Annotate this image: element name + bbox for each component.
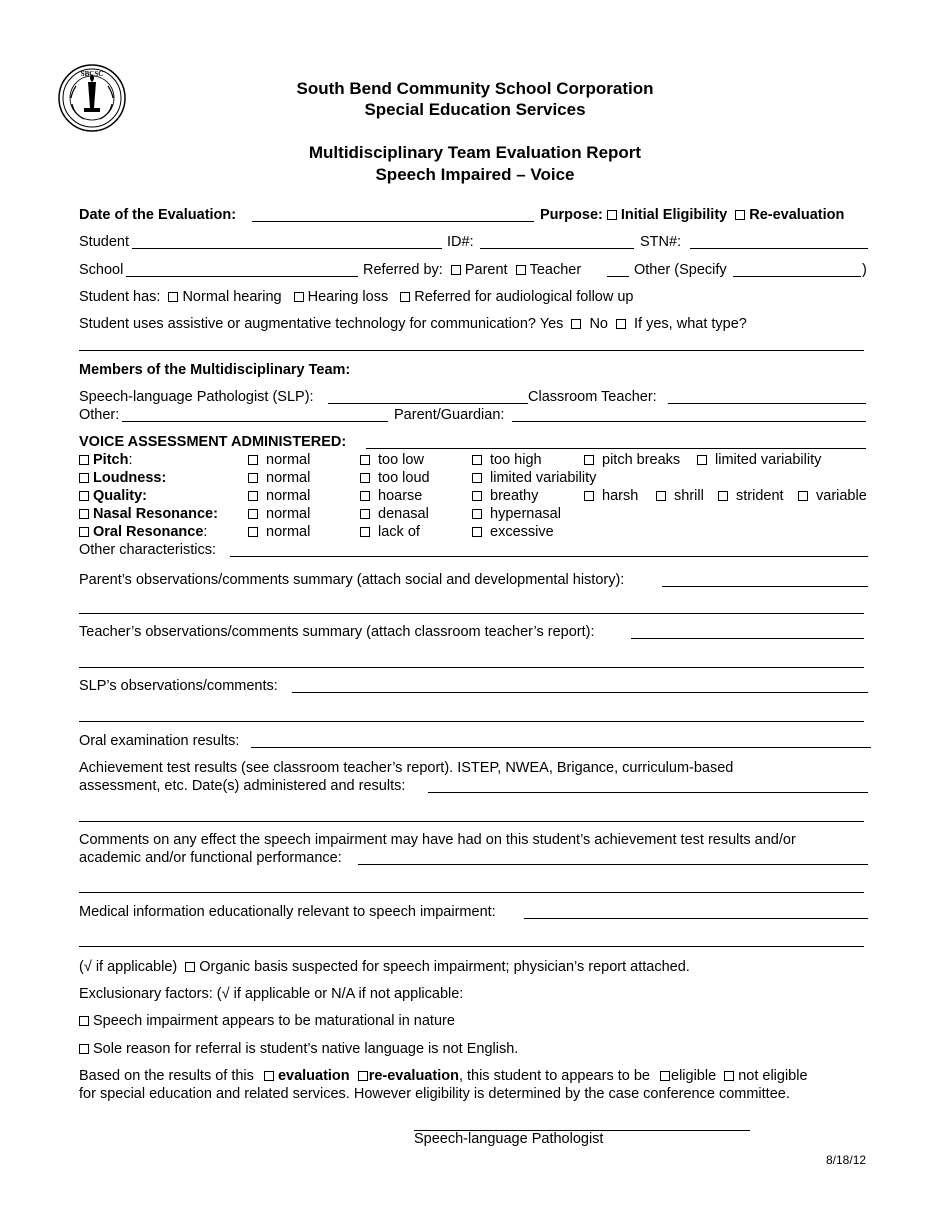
date-field[interactable]: [252, 221, 534, 222]
voice-option: [584, 452, 680, 469]
comments-label-2: academic and/or functional performance:: [79, 850, 342, 866]
other-close-paren: ): [862, 262, 867, 278]
stn-label: STN#:: [640, 234, 682, 250]
evaluation-checkbox[interactable]: [264, 1071, 274, 1081]
voice-option-label: breathy: [490, 488, 539, 504]
medical-info-label: Medical information educationally relevant to speech impairment:: [79, 904, 496, 920]
re-evaluation-checkbox[interactable]: [358, 1071, 368, 1081]
achievement-label-2: assessment, etc. Date(s) administered and results:: [79, 778, 406, 794]
school-field[interactable]: [126, 276, 358, 277]
team-heading: Members of the Multidisciplinary Team:: [79, 362, 351, 378]
eligible-label: eligible: [671, 1068, 717, 1084]
student-name-field[interactable]: [132, 248, 442, 249]
revision-date: 8/18/12: [826, 1153, 867, 1167]
voice-option-label: normal: [266, 506, 311, 522]
stn-field[interactable]: [690, 248, 868, 249]
voice-option-label: limited variability: [490, 470, 597, 486]
voice-category-label: Pitch: [93, 452, 129, 468]
parent-guardian-field[interactable]: [512, 421, 866, 422]
organic-label: Organic basis suspected for speech impairment; physician’s report attached.: [199, 959, 690, 975]
voice-category-label: Nasal Resonance:: [93, 506, 218, 522]
voice-option-label: excessive: [490, 524, 554, 540]
slp-observations-label: SLP’s observations/comments:: [79, 678, 278, 694]
comments-field[interactable]: [358, 864, 868, 865]
voice-option-checkbox[interactable]: [584, 491, 594, 501]
classroom-teacher-label: Classroom Teacher:: [528, 389, 657, 405]
voice-option: [472, 524, 554, 541]
assistive-type-field[interactable]: [79, 350, 864, 351]
audiological-label: Referred for audiological follow up: [414, 289, 634, 305]
voice-option-label: too low: [378, 452, 424, 468]
slp-observations-field[interactable]: [292, 692, 868, 693]
voice-category-checkbox[interactable]: [79, 527, 89, 537]
normal-hearing-checkbox[interactable]: [168, 292, 178, 302]
voice-option-label: harsh: [602, 488, 639, 504]
voice-category-label: Loudness:: [93, 470, 167, 486]
organic-checkbox[interactable]: [185, 962, 195, 972]
assistive-row: [79, 316, 747, 333]
voice-option-checkbox[interactable]: [584, 455, 594, 465]
voice-option-label: normal: [266, 452, 311, 468]
exclusionary-label: Exclusionary factors: (√ if applicable or N/A if not applicable:: [79, 986, 464, 1002]
teacher-observations-field[interactable]: [631, 638, 864, 639]
voice-option-checkbox[interactable]: [248, 491, 258, 501]
achievement-field[interactable]: [428, 792, 868, 793]
voice-option-label: variable: [816, 488, 867, 504]
voice-option: [360, 470, 430, 487]
voice-row-1: [79, 470, 166, 487]
department-name: Special Education Services: [364, 100, 586, 119]
audiological-checkbox[interactable]: [400, 292, 410, 302]
seal-text: SBCSC: [80, 70, 104, 78]
purpose-text: Purpose:: [540, 207, 603, 223]
other-member-field[interactable]: [122, 421, 388, 422]
parent-label: Parent: [464, 262, 508, 278]
voice-option-checkbox[interactable]: [472, 509, 482, 519]
reevaluation-checkbox[interactable]: [735, 210, 745, 220]
hearing-loss-label: Hearing loss: [307, 289, 389, 305]
referred-by: [363, 262, 581, 279]
eligibility-note: for special education and related services. However eligibility is determined by the case conference committee.: [79, 1086, 790, 1102]
other-specify-label: Other (Specify: [634, 262, 727, 278]
student-label: Student: [79, 234, 129, 250]
voice-option: [472, 470, 596, 487]
slp-observations-line-2[interactable]: [79, 721, 864, 722]
voice-option-label: normal: [266, 488, 311, 504]
voice-option-label: strident: [736, 488, 784, 504]
based-on-text: Based on the results of this: [79, 1068, 254, 1084]
evaluation-label: evaluation: [277, 1068, 350, 1084]
voice-option: [472, 488, 538, 505]
other-characteristics-label: Other characteristics:: [79, 542, 216, 558]
date-label: Date of the Evaluation:: [79, 207, 237, 223]
assistive-no-label: No: [589, 316, 608, 332]
other-characteristics-field[interactable]: [230, 556, 868, 557]
voice-row-2: [79, 488, 147, 505]
teacher-label: Teacher: [529, 262, 582, 278]
voice-option-checkbox[interactable]: [248, 473, 258, 483]
voice-option-label: hypernasal: [490, 506, 561, 522]
student-has-row: [79, 289, 634, 306]
teacher-observations-label: Teacher’s observations/comments summary (attach classroom teacher’s report):: [79, 624, 595, 640]
voice-option-label: denasal: [378, 506, 429, 522]
medical-info-field[interactable]: [524, 918, 868, 919]
native-language-row: [79, 1041, 518, 1058]
voice-option-checkbox[interactable]: [360, 491, 370, 501]
normal-hearing-label: Normal hearing: [182, 289, 282, 305]
parent-guardian-label: Parent/Guardian:: [394, 407, 505, 423]
school-label: School: [79, 262, 124, 278]
voice-heading: VOICE ASSESSMENT ADMINISTERED:: [79, 434, 347, 450]
oral-exam-label: Oral examination results:: [79, 733, 240, 749]
voice-option: [360, 488, 422, 505]
voice-option-label: limited variability: [715, 452, 822, 468]
voice-option-checkbox[interactable]: [360, 527, 370, 537]
voice-row-3: [79, 506, 218, 523]
voice-option-checkbox[interactable]: [248, 527, 258, 537]
voice-option: [798, 488, 867, 505]
classroom-teacher-field[interactable]: [668, 403, 866, 404]
voice-option-label: hoarse: [378, 488, 423, 504]
not-eligible-label: not eligible: [738, 1068, 808, 1084]
parent-observations-label: Parent’s observations/comments summary (attach social and developmental history):: [79, 572, 625, 588]
voice-option: [248, 524, 310, 541]
voice-option-checkbox[interactable]: [472, 527, 482, 537]
comments-line-2[interactable]: [79, 892, 864, 893]
voice-option-checkbox[interactable]: [360, 455, 370, 465]
voice-option: [248, 470, 310, 487]
voice-category-suffix: :: [203, 524, 208, 540]
voice-option-checkbox[interactable]: [472, 491, 482, 501]
id-field[interactable]: [480, 248, 634, 249]
parent-observations-line-2[interactable]: [79, 613, 864, 614]
assistive-yes-checkbox[interactable]: [571, 319, 581, 329]
voice-option-label: normal: [266, 470, 311, 486]
voice-option: [718, 488, 784, 505]
voice-option-label: too loud: [378, 470, 430, 486]
native-language-checkbox[interactable]: [79, 1044, 89, 1054]
voice-option-label: shrill: [674, 488, 704, 504]
voice-option: [472, 506, 561, 523]
voice-category-suffix: :: [128, 452, 133, 468]
voice-category-checkbox[interactable]: [79, 491, 89, 501]
initial-eligibility-checkbox[interactable]: [607, 210, 617, 220]
voice-option-checkbox[interactable]: [248, 509, 258, 519]
report-title: Multidisciplinary Team Evaluation Report: [308, 143, 642, 162]
voice-option-label: pitch breaks: [602, 452, 681, 468]
hearing-loss-checkbox[interactable]: [294, 292, 304, 302]
not-eligible-checkbox[interactable]: [724, 1071, 734, 1081]
achievement-line-2[interactable]: [79, 821, 864, 822]
voice-option: [360, 452, 424, 469]
oral-exam-field[interactable]: [251, 747, 871, 748]
eligible-checkbox[interactable]: [660, 1071, 670, 1081]
teacher-blank[interactable]: [607, 276, 629, 277]
slp-label: Speech-language Pathologist (SLP):: [79, 389, 314, 405]
parent-checkbox[interactable]: [451, 265, 461, 275]
voice-option: [584, 488, 638, 505]
voice-category-checkbox[interactable]: [79, 509, 89, 519]
voice-option: [472, 452, 542, 469]
teacher-observations-line-2[interactable]: [79, 667, 864, 668]
voice-option-checkbox[interactable]: [697, 455, 707, 465]
maturational-label: Speech impairment appears to be maturational in nature: [93, 1013, 455, 1029]
voice-option: [656, 488, 704, 505]
voice-option: [360, 524, 420, 541]
other-member-label: Other:: [79, 407, 120, 423]
reevaluation-label: Re-evaluation: [749, 207, 845, 223]
purpose-label: [540, 207, 844, 224]
maturational-row: [79, 1013, 455, 1030]
voice-category-checkbox[interactable]: [79, 473, 89, 483]
organization-name: South Bend Community School Corporation: [296, 79, 654, 98]
report-subtitle: Speech Impaired – Voice: [375, 165, 575, 184]
voice-row-4: [79, 524, 207, 541]
voice-option: [697, 452, 821, 469]
voice-option-label: lack of: [378, 524, 420, 540]
assistive-question: Student uses assistive or augmentative technology for communication? Yes: [79, 316, 564, 332]
voice-category-label: Quality:: [93, 488, 147, 504]
slp-field[interactable]: [328, 403, 528, 404]
voice-option-checkbox[interactable]: [248, 455, 258, 465]
medical-info-line-2[interactable]: [79, 946, 864, 947]
voice-option-checkbox[interactable]: [656, 491, 666, 501]
organic-prefix: (√ if applicable): [79, 959, 178, 975]
id-label: ID#:: [447, 234, 474, 250]
other-specify-field[interactable]: [733, 276, 861, 277]
voice-option: [248, 506, 310, 523]
student-has-label: Student has:: [79, 289, 161, 305]
signature-label: Speech-language Pathologist: [414, 1131, 604, 1147]
voice-option: [360, 506, 429, 523]
re-evaluation-label: re-evaluation: [368, 1068, 459, 1084]
if-yes-label: If yes, what type?: [634, 316, 747, 332]
voice-option: [248, 488, 310, 505]
voice-option-checkbox[interactable]: [718, 491, 728, 501]
voice-option-checkbox[interactable]: [360, 509, 370, 519]
voice-option-checkbox[interactable]: [798, 491, 808, 501]
appears-text: , this student to appears to be: [458, 1068, 650, 1084]
voice-option-label: too high: [490, 452, 542, 468]
voice-option-checkbox[interactable]: [360, 473, 370, 483]
voice-option-label: normal: [266, 524, 311, 540]
voice-assessment-field[interactable]: [366, 448, 866, 449]
voice-row-0: [79, 452, 132, 469]
initial-eligibility-label: Initial Eligibility: [620, 207, 728, 223]
teacher-checkbox[interactable]: [516, 265, 526, 275]
voice-category-label: Oral Resonance: [93, 524, 204, 540]
native-language-label: Sole reason for referral is student’s native language is not English.: [93, 1041, 519, 1057]
achievement-label-1: Achievement test results (see classroom teacher’s report). ISTEP, NWEA, Brigance, curriculum-based: [79, 760, 734, 776]
organic-row: [79, 959, 690, 976]
voice-category-checkbox[interactable]: [79, 455, 89, 465]
parent-observations-field[interactable]: [662, 586, 868, 587]
voice-option: [248, 452, 310, 469]
referred-label: Referred by:: [363, 262, 443, 278]
voice-option-checkbox[interactable]: [472, 473, 482, 483]
comments-label-1: Comments on any effect the speech impairment may have had on this student’s achievement test results and/or: [79, 832, 796, 848]
eligibility-row: [79, 1068, 808, 1085]
assistive-no-checkbox[interactable]: [616, 319, 626, 329]
maturational-checkbox[interactable]: [79, 1016, 89, 1026]
voice-option-checkbox[interactable]: [472, 455, 482, 465]
